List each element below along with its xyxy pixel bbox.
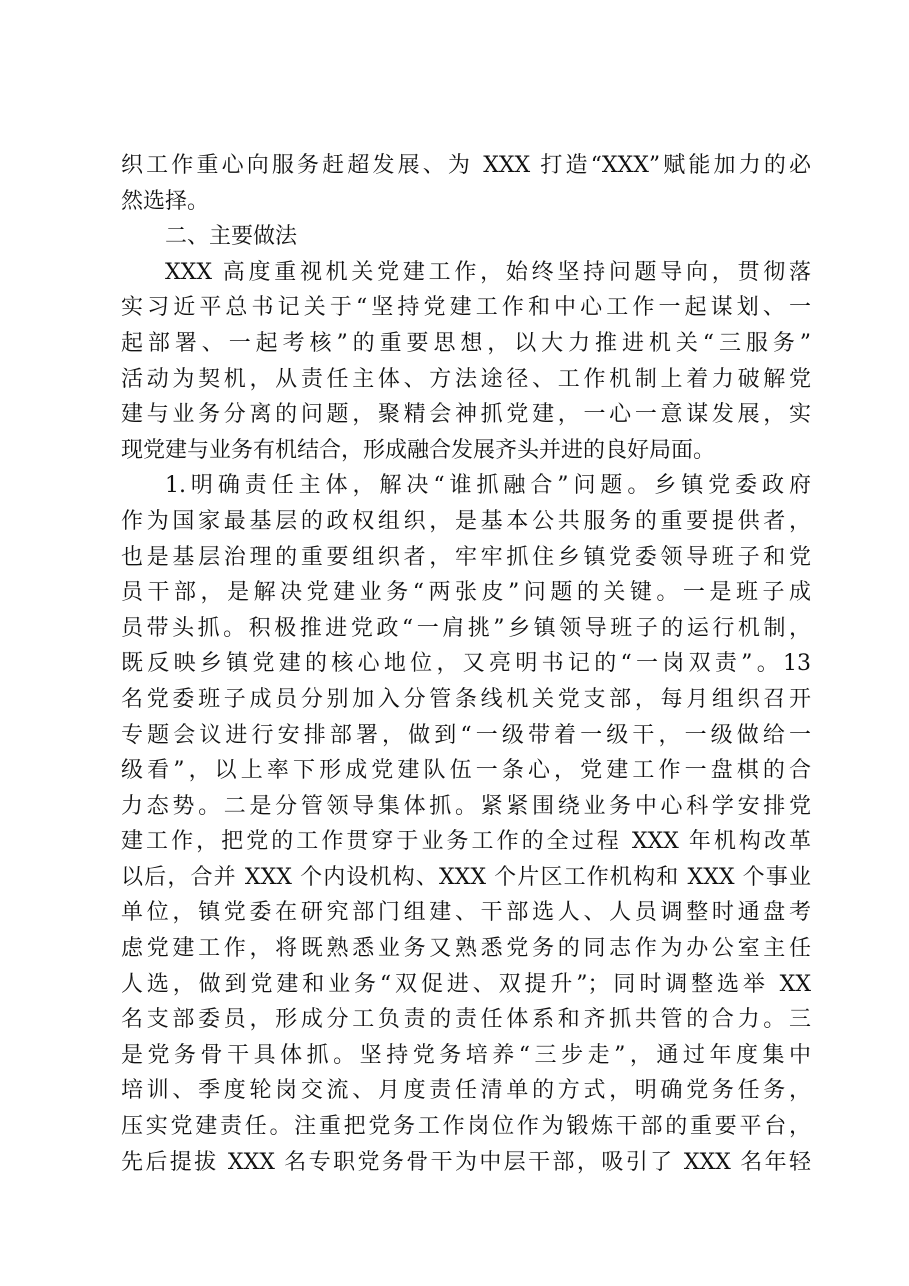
text-line: 织工作重心向服务赶超发展、为 XXX 打造“XXX”赋能加力的必	[121, 153, 811, 178]
text-line: 建与业务分离的问题，聚精会神抓党建，一心一意谋发展，实	[121, 402, 811, 428]
text-line: 员带头抓。积极推进党政“一肩挑”乡镇领导班子的运行机制，	[121, 615, 811, 641]
text-line: 先后提拔 XXX 名专职党务骨干为中层干部，吸引了 XXX 名年轻	[121, 1149, 811, 1175]
text-line: 作为国家最基层的政权组织，是基本公共服务的重要提供者，	[121, 508, 811, 534]
text-line: 名党委班子成员分别加入分管条线机关党支部，每月组织召开	[121, 686, 811, 712]
text-line: 专题会议进行安排部署，做到“一级带着一级干，一级做给一	[121, 722, 811, 748]
text-line: 活动为契机，从责任主体、方法途径、工作机制上着力破解党	[121, 366, 811, 392]
text-line: 也是基层治理的重要组织者，牢牢抓住乡镇党委领导班子和党	[121, 544, 811, 570]
section-heading: 二、主要做法	[165, 224, 298, 250]
text-line: 员干部，是解决党建业务“两张皮”问题的关键。一是班子成	[121, 580, 811, 606]
text-line: 实习近平总书记关于“坚持党建工作和中心工作一起谋划、一	[121, 295, 811, 321]
text-line: 既反映乡镇党建的核心地位，又亮明书记的“一岗双责”。13	[121, 651, 811, 677]
text-line: 单位，镇党委在研究部门组建、干部选人、人员调整时通盘考	[121, 900, 811, 926]
text-line: 培训、季度轮岗交流、月度责任清单的方式，明确党务任务，	[121, 1078, 811, 1104]
text-line: 人选，做到党建和业务“双促进、双提升”；同时调整选举 XX	[121, 971, 811, 997]
text-line: 名支部委员，形成分工负责的责任体系和齐抓共管的合力。三	[121, 1007, 811, 1033]
text-line: 以后，合并 XXX 个内设机构、XXX 个片区工作机构和 XXX 个事业	[121, 864, 811, 890]
text-line: 压实党建责任。注重把党务工作岗位作为锻炼干部的重要平台，	[121, 1114, 811, 1140]
subsection-first-line: 1.明确责任主体，解决“谁抓融合”问题。乡镇党委政府	[165, 473, 811, 499]
paragraph-first-line: XXX 高度重视机关党建工作，始终坚持问题导向，贯彻落	[165, 259, 811, 285]
text-line: 虑党建工作，将既熟悉业务又熟悉党务的同志作为办公室主任	[121, 936, 811, 962]
body-text	[121, 148, 811, 1180]
text-line: 建工作，把党的工作贯穿于业务工作的全过程 XXX 年机构改革	[121, 829, 811, 855]
text-line: 起部署、一起考核”的重要思想，以大力推进机关“三服务”	[121, 330, 811, 356]
text-line: 现党建与业务有机结合，形成融合发展齐头并进的良好局面。	[121, 437, 716, 463]
text-line: 级看”，以上率下形成党建队伍一条心，党建工作一盘棋的合	[121, 758, 811, 784]
text-line: 力态势。二是分管领导集体抓。紧紧围绕业务中心科学安排党	[121, 793, 811, 819]
text-line: 然选择。	[121, 188, 210, 214]
text-line: 是党务骨干具体抓。坚持党务培养“三步走”，通过年度集中	[121, 1042, 811, 1068]
